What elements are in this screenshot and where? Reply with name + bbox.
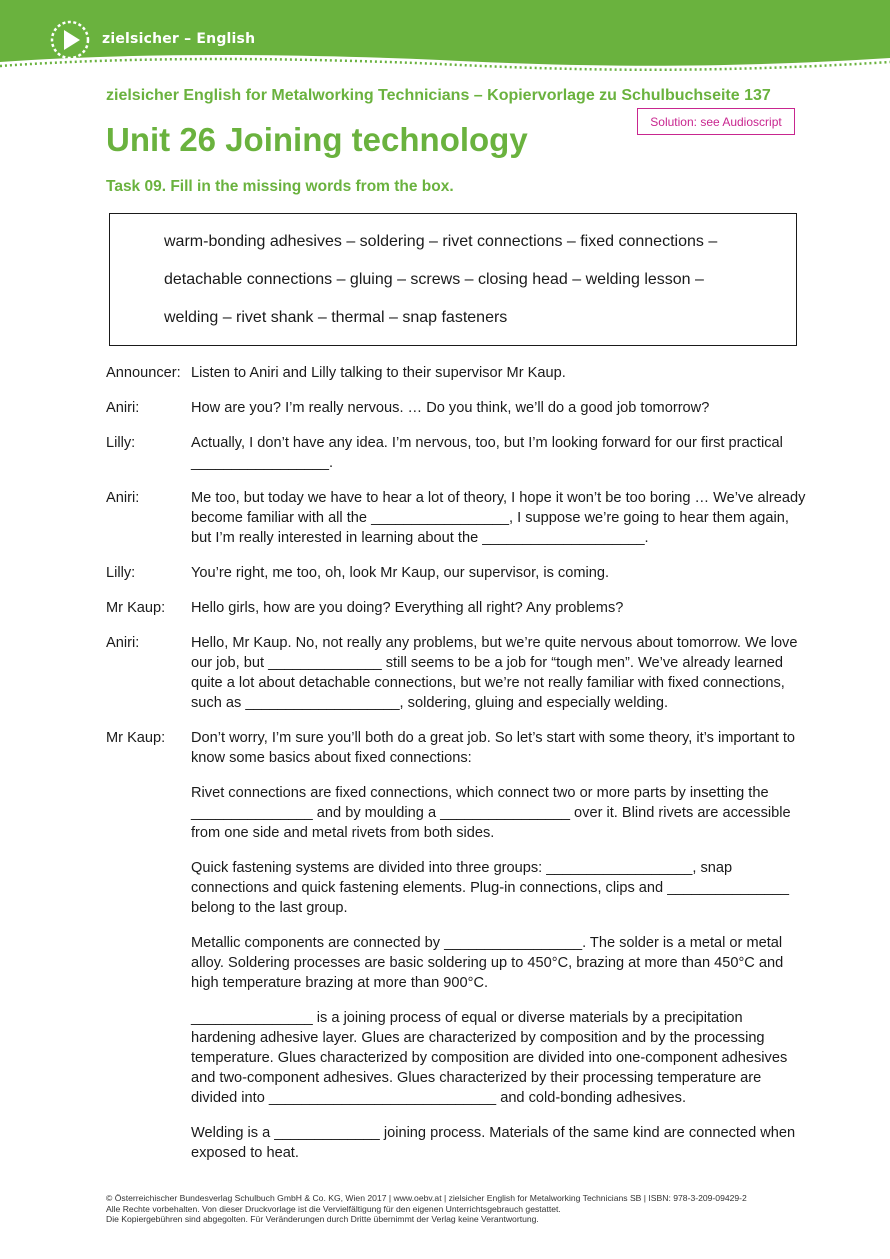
theory-paragraph: Metallic components are connected by _________________. The solder is a metal or metal alloy. Soldering processes are basic soldering up to 450°C, brazing at more than 450°C and high temperature brazing at more than 900°C.: [191, 935, 784, 991]
theory-paragraph: Quick fastening systems are divided into three groups: __________________, snap connections and quick fastening elements. Plug-in connections, clips and _______________ belong to the last group.: [191, 860, 789, 916]
speech-text: Don’t worry, I’m sure you’ll both do a great job. So let’s start with some theory, it’s important to know some basics about fixed connections:: [191, 730, 796, 766]
theory-paragraph: Welding is a _____________ joining process. Materials of the same kind are connected when exposed to heat.: [191, 1125, 796, 1161]
word-box-line: welding – rivet shank – thermal – snap fasteners: [164, 309, 508, 326]
footer: [106, 1193, 747, 1225]
footer-copyright: © Österreichischer Bundesverlag Schulbuch GmbH & Co. KG, Wien 2017 | www.oebv.at | zielsicher English for Metalworking Technicians SB | ISBN: 978-3-209-09429-2: [106, 1193, 747, 1203]
footer-disclaimer: Die Kopiergebühren sind abgegolten. Für Veränderungen durch Dritte übernimmt der Verlag keine Verantwortung.: [106, 1214, 539, 1224]
speaker: Announcer:: [106, 365, 181, 381]
dialogue-line: [106, 433, 806, 473]
theory-paragraph: Rivet connections are fixed connections, which connect two or more parts by insetting the _______________ and by moulding a ________________ over it. Blind rivets are accessible from one side and metal rivets from both sides.: [191, 785, 791, 841]
speech-text: Hello, Mr Kaup. No, not really any problems, but we’re quite nervous about tomorrow. We love our job, but ______________ still seems to be a job for “tough men”. We’ve already learned quite a lot about detachable connections, but we’re not really familiar with fixed connections, such as ___________________, soldering, gluing and especially welding.: [191, 635, 798, 711]
dialogue-line: [106, 633, 806, 713]
dialogue-line: [106, 598, 806, 618]
word-box-line: detachable connections – gluing – screws – closing head – welding lesson –: [164, 271, 704, 288]
speaker: Aniri:: [106, 400, 140, 416]
theory-paragraph: _______________ is a joining process of equal or diverse materials by a precipitation hardening adhesive layer. Glues are characterized by composition and by the processing temperature. Glues characterized by composition are divided into one-component adhesives and two-component adhesives. Glues characterized by their processing temperature are divided into ____________________________ and cold-bonding adhesives.: [191, 1010, 788, 1106]
dialogue-line: [106, 728, 806, 768]
dialogue: [106, 363, 806, 1178]
speech-text: Me too, but today we have to hear a lot of theory, I hope it won’t be too boring … We’ve already become familiar with all the _________________, I suppose we’re going to hear them again, but I’m really interested in learning about the ____________________.: [191, 490, 806, 546]
footer-rights: Alle Rechte vorbehalten. Von dieser Druckvorlage ist die Vervielfältigung für den eigenen Unterrichtsgebrauch gestattet.: [106, 1203, 561, 1214]
speech-text: How are you? I’m really nervous. … Do you think, we’ll do a good job tomorrow?: [191, 400, 710, 416]
series-title: zielsicher English for Metalworking Technicians – Kopiervorlage zu Schulbuchseite 137: [106, 87, 771, 104]
speaker: Aniri:: [106, 490, 140, 506]
task-instruction: Task 09. Fill in the missing words from the box.: [106, 178, 454, 195]
dialogue-line: [106, 363, 806, 383]
speech-text: Actually, I don’t have any idea. I’m nervous, too, but I’m looking forward for our first practical _________________.: [191, 435, 783, 471]
dialogue-line: [106, 488, 806, 548]
brand-name: zielsicher – English: [102, 31, 256, 47]
speaker: Lilly:: [106, 435, 136, 451]
speaker: Mr Kaup:: [106, 600, 166, 616]
dialogue-line: [106, 563, 806, 583]
speech-text: Hello girls, how are you doing? Everything all right? Any problems?: [191, 600, 624, 616]
speaker: Mr Kaup:: [106, 730, 166, 746]
speaker: Aniri:: [106, 635, 140, 651]
word-box-line: warm-bonding adhesives – soldering – rivet connections – fixed connections –: [164, 233, 718, 250]
page-title: Unit 26 Joining technology: [106, 121, 528, 158]
word-box: [109, 213, 797, 346]
solution-note: Solution: see Audioscript: [637, 108, 795, 135]
speech-text: Listen to Aniri and Lilly talking to their supervisor Mr Kaup.: [191, 365, 566, 381]
speech-text: You’re right, me too, oh, look Mr Kaup, our supervisor, is coming.: [191, 565, 610, 581]
dialogue-line: [106, 398, 806, 418]
speaker: Lilly:: [106, 565, 136, 581]
